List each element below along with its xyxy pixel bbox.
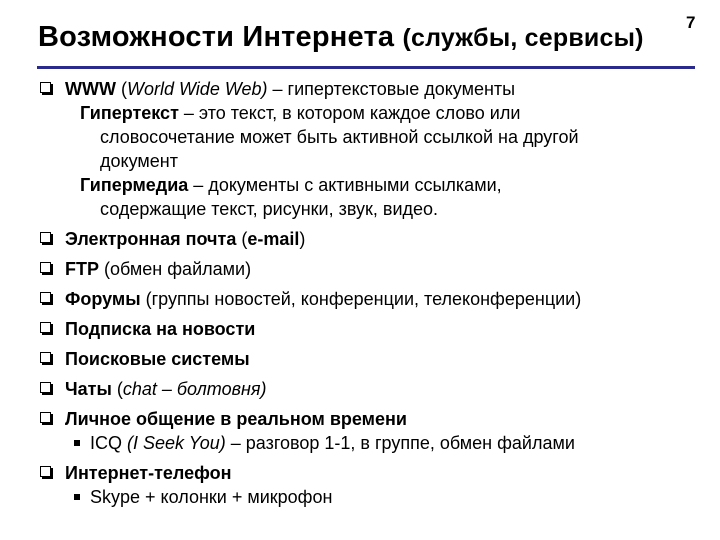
square-bullet-icon bbox=[40, 466, 51, 477]
item-text: FTP (обмен файлами) bbox=[65, 259, 252, 279]
square-bullet-icon bbox=[40, 382, 51, 393]
list-item-ftp bbox=[40, 257, 710, 281]
item-text: Подписка на новости bbox=[65, 319, 256, 339]
square-bullet-icon bbox=[40, 412, 51, 423]
hypermedia-term: Гипермедиа bbox=[80, 175, 189, 195]
square-bullet-icon bbox=[40, 292, 51, 303]
hypermedia-line2: содержащие текст, рисунки, звук, видео. bbox=[100, 199, 439, 219]
hypertext-line3: документ bbox=[100, 151, 178, 171]
small-square-bullet-icon bbox=[74, 440, 80, 446]
item-text: WWW (World Wide Web) – гипертекстовые документы bbox=[65, 79, 516, 99]
small-square-bullet-icon bbox=[74, 494, 80, 500]
list-item-chats bbox=[40, 377, 710, 401]
square-bullet-icon bbox=[40, 82, 51, 93]
item-text: Чаты (chat – болтовня) bbox=[65, 379, 267, 399]
hypertext-term: Гипертекст bbox=[80, 103, 179, 123]
slide-title bbox=[38, 21, 644, 54]
item-text: Электронная почта (e-mail) bbox=[65, 229, 306, 249]
square-bullet-icon bbox=[40, 322, 51, 333]
item-text: Форумы (группы новостей, конференции, телеконференции) bbox=[65, 289, 582, 309]
bullet-list bbox=[40, 77, 710, 509]
square-bullet-icon bbox=[40, 232, 51, 243]
list-item-www bbox=[40, 77, 710, 101]
list-item-search bbox=[40, 347, 710, 371]
hypertext-desc: – это текст, в котором каждое слово или bbox=[178, 103, 521, 123]
item-text: Интернет-телефон bbox=[65, 463, 232, 483]
item-text: Поисковые системы bbox=[65, 349, 250, 369]
hypermedia-definition bbox=[40, 173, 710, 197]
list-item-realtime bbox=[40, 407, 710, 431]
square-bullet-icon bbox=[40, 262, 51, 273]
list-item-phone bbox=[40, 461, 710, 485]
title-main: Возможности Интернета bbox=[38, 21, 395, 53]
list-item-email bbox=[40, 227, 710, 251]
hypertext-line2: словосочетание может быть активной ссылкой на другой bbox=[100, 127, 579, 147]
title-underline bbox=[37, 66, 695, 69]
sub-item-skype: Skype + колонки + микрофон bbox=[40, 485, 710, 509]
list-item-forums bbox=[40, 287, 710, 311]
page-number: 7 bbox=[686, 13, 696, 32]
title-paren: (службы, сервисы) bbox=[402, 24, 644, 52]
hypertext-definition bbox=[40, 101, 710, 125]
item-text: Личное общение в реальном времени bbox=[65, 409, 407, 429]
square-bullet-icon bbox=[40, 352, 51, 363]
hypermedia-desc: – документы с активными ссылками, bbox=[188, 175, 502, 195]
sub-item-icq: ICQ (I Seek You) – разговор 1-1, в группе, обмен файлами bbox=[40, 431, 710, 455]
list-item-news bbox=[40, 317, 710, 341]
